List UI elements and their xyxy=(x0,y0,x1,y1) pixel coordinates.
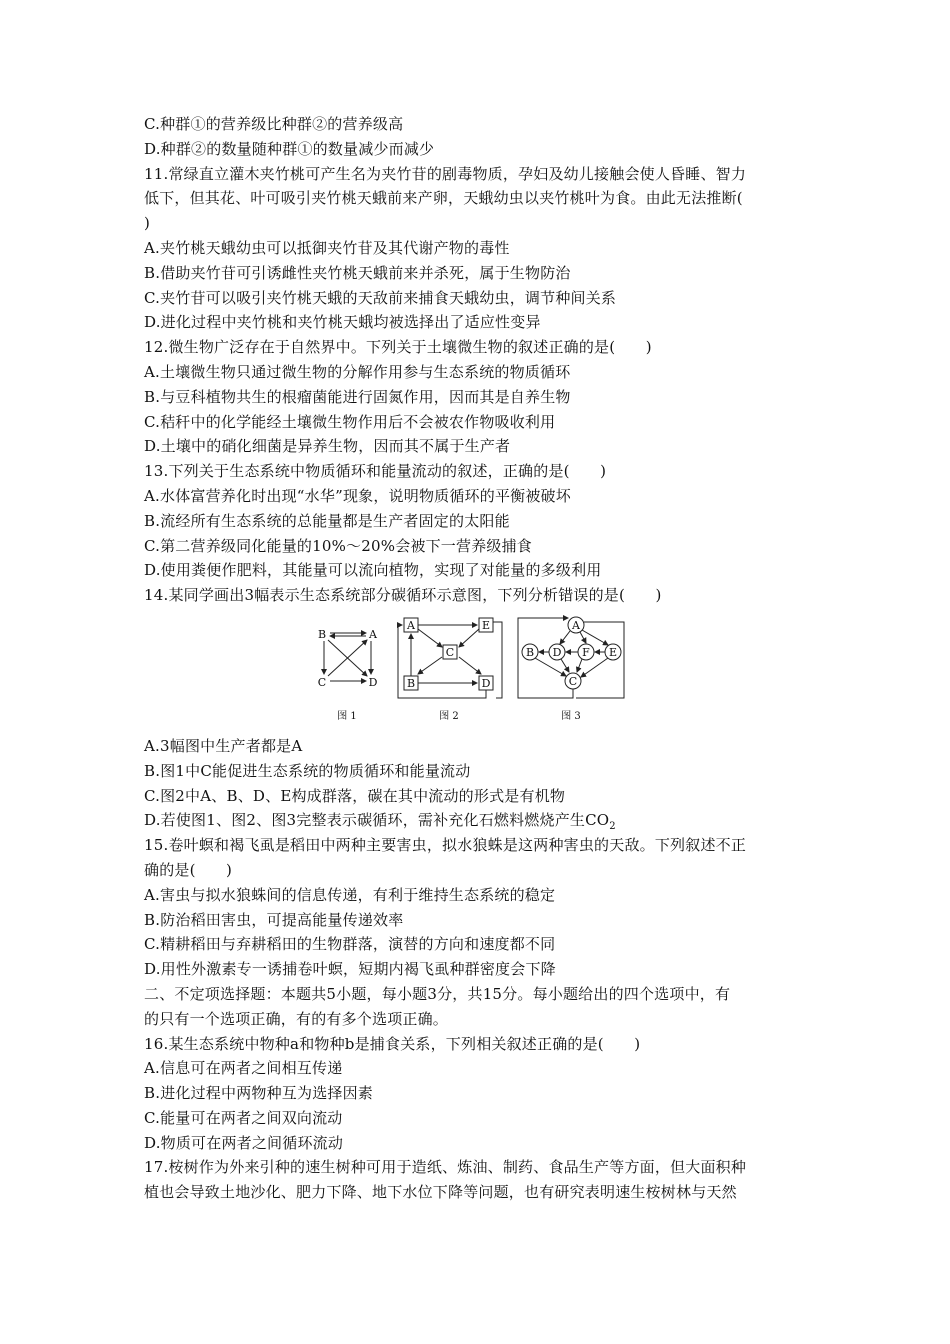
option-line: B.与豆科植物共生的根瘤菌能进行固氮作用，因而其是自养生物 xyxy=(144,387,571,406)
question-11-stem: 11.常绿直立灌木夹竹桃可产生名为夹竹苷的剧毒物质，孕妇及幼儿接触会使人昏睡、智力 xyxy=(144,164,747,183)
option-line: D.用性外激素专一诱捕卷叶螟，短期内褐飞虱种群密度会下降 xyxy=(144,960,556,979)
option-line: D.进化过程中夹竹桃和夹竹桃天蛾均被选择出了适应性变异 xyxy=(144,313,541,332)
fig3-node: A xyxy=(572,618,580,632)
option-line: C.第二营养级同化能量的10%～20%会被下一营养级捕食 xyxy=(144,536,532,555)
option-line: A.3幅图中生产者都是A xyxy=(144,736,303,755)
option-line: A.水体富营养化时出现“水华”现象，说明物质循环的平衡被破坏 xyxy=(144,486,571,505)
option-line: D.土壤中的硝化细菌是异养生物，因而其不属于生产者 xyxy=(144,437,511,456)
block-after-figure xyxy=(144,734,812,1205)
fig1-node: B xyxy=(317,627,327,641)
option-line: C.夹竹苷可以吸引夹竹桃天蛾的天敌前来捕食天蛾幼虫，调节种间关系 xyxy=(144,288,617,307)
section-heading: 二、不定项选择题：本题共5小题，每小题3分，共15分。每小题给出的四个选项中，有 xyxy=(144,984,731,1003)
text-line: 低下，但其花、叶可吸引夹竹桃天蛾前来产卵，天蛾幼虫以夹竹桃叶为食。由此无法推断( xyxy=(144,189,743,208)
fig3-node: B xyxy=(525,645,535,659)
co2-subscript: 2 xyxy=(609,821,616,833)
fig3-node: F xyxy=(582,645,590,659)
fig1-node: D xyxy=(368,675,378,689)
option-line: D.物质可在两者之间循环流动 xyxy=(144,1133,344,1152)
option-line: B.流经所有生态系统的总能量都是生产者固定的太阳能 xyxy=(144,511,510,530)
option-line: B.借助夹竹苷可引诱雌性夹竹桃天蛾前来并杀死，属于生物防治 xyxy=(144,263,571,282)
carbon-cycle-diagram xyxy=(314,614,644,726)
fig3-node: D xyxy=(552,645,562,659)
option-line: C.秸秆中的化学能经土壤微生物作用后不会被农作物吸收利用 xyxy=(144,412,556,431)
fig1-node: C xyxy=(317,675,327,689)
question-14-stem: 14.某同学画出3幅表示生态系统部分碳循环示意图，下列分析错误的是( ) xyxy=(144,586,662,605)
fig2-node: D xyxy=(481,676,491,690)
question-16-stem: 16.某生态系统中物种a和物种b是捕食关系，下列相关叙述正确的是( ) xyxy=(144,1034,641,1053)
fig2-node: B xyxy=(406,676,416,690)
text-line: 植也会导致土地沙化、肥力下降、地下水位下降等问题，也有研究表明速生桉树林与天然 xyxy=(144,1183,737,1202)
option-line: B.进化过程中两物种互为选择因素 xyxy=(144,1084,373,1103)
fig3-node: C xyxy=(568,674,578,688)
question-13-stem: 13.下列关于生态系统中物质循环和能量流动的叙述，正确的是( ) xyxy=(144,462,607,481)
text-line: C.种群①的营养级比种群②的营养级高 xyxy=(144,115,404,133)
option-line: D.使用粪便作肥料，其能量可以流向植物，实现了对能量的多级利用 xyxy=(144,561,602,580)
text-line: D.种群②的数量随种群①的数量减少而减少 xyxy=(144,139,435,158)
question-15-stem: 15.卷叶螟和褐飞虱是稻田中两种主要害虫，拟水狼蛛是这两种害虫的天敌。下列叙述不正 xyxy=(144,836,747,855)
question-17-stem: 17.桉树作为外来引种的速生树种可用于造纸、炼油、制药、食品生产等方面，但大面积种 xyxy=(144,1158,747,1177)
option-line: B.防治稻田害虫，可提高能量传递效率 xyxy=(144,910,404,929)
question-12-stem: 12.微生物广泛存在于自然界中。下列关于土壤微生物的叙述正确的是( ) xyxy=(144,338,652,357)
fig1-node: A xyxy=(369,627,377,641)
option-line: A.害虫与拟水狼蛛间的信息传递，有利于维持生态系统的稳定 xyxy=(144,885,556,904)
figure-caption: 图 3 xyxy=(561,710,581,722)
figure-caption: 图 2 xyxy=(439,710,459,722)
option-line: A.信息可在两者之间相互传递 xyxy=(144,1059,343,1078)
co2-option-text: D.若使图1、图2、图3完整表示碳循环，需补充化石燃料燃烧产生CO xyxy=(144,811,610,830)
option-line xyxy=(144,808,812,833)
carbon-cycle-figures xyxy=(144,614,812,728)
text-line: ) xyxy=(144,214,151,233)
fig3-node: E xyxy=(608,645,618,659)
option-line: C.能量可在两者之间双向流动 xyxy=(144,1108,343,1127)
option-line: B.图1中C能促进生态系统的物质循环和能量流动 xyxy=(144,761,471,780)
text-line: 的只有一个选项正确，有的有多个选项正确。 xyxy=(144,1009,449,1028)
exam-page xyxy=(144,112,812,1205)
option-line: A.土壤微生物只通过微生物的分解作用参与生态系统的物质循环 xyxy=(144,362,571,381)
block-before-figure xyxy=(144,112,812,608)
option-line: A.夹竹桃天蛾幼虫可以抵御夹竹苷及其代谢产物的毒性 xyxy=(144,238,510,257)
option-line: C.精耕稻田与弃耕稻田的生物群落，演替的方向和速度都不同 xyxy=(144,935,556,954)
figure-caption: 图 1 xyxy=(337,710,357,722)
text-line: 确的是( ) xyxy=(144,860,233,879)
fig2-node: A xyxy=(407,618,415,632)
option-line: C.图2中A、B、D、E构成群落，碳在其中流动的形式是有机物 xyxy=(144,786,566,805)
fig2-node: E xyxy=(481,618,491,632)
fig2-node: C xyxy=(445,645,455,659)
